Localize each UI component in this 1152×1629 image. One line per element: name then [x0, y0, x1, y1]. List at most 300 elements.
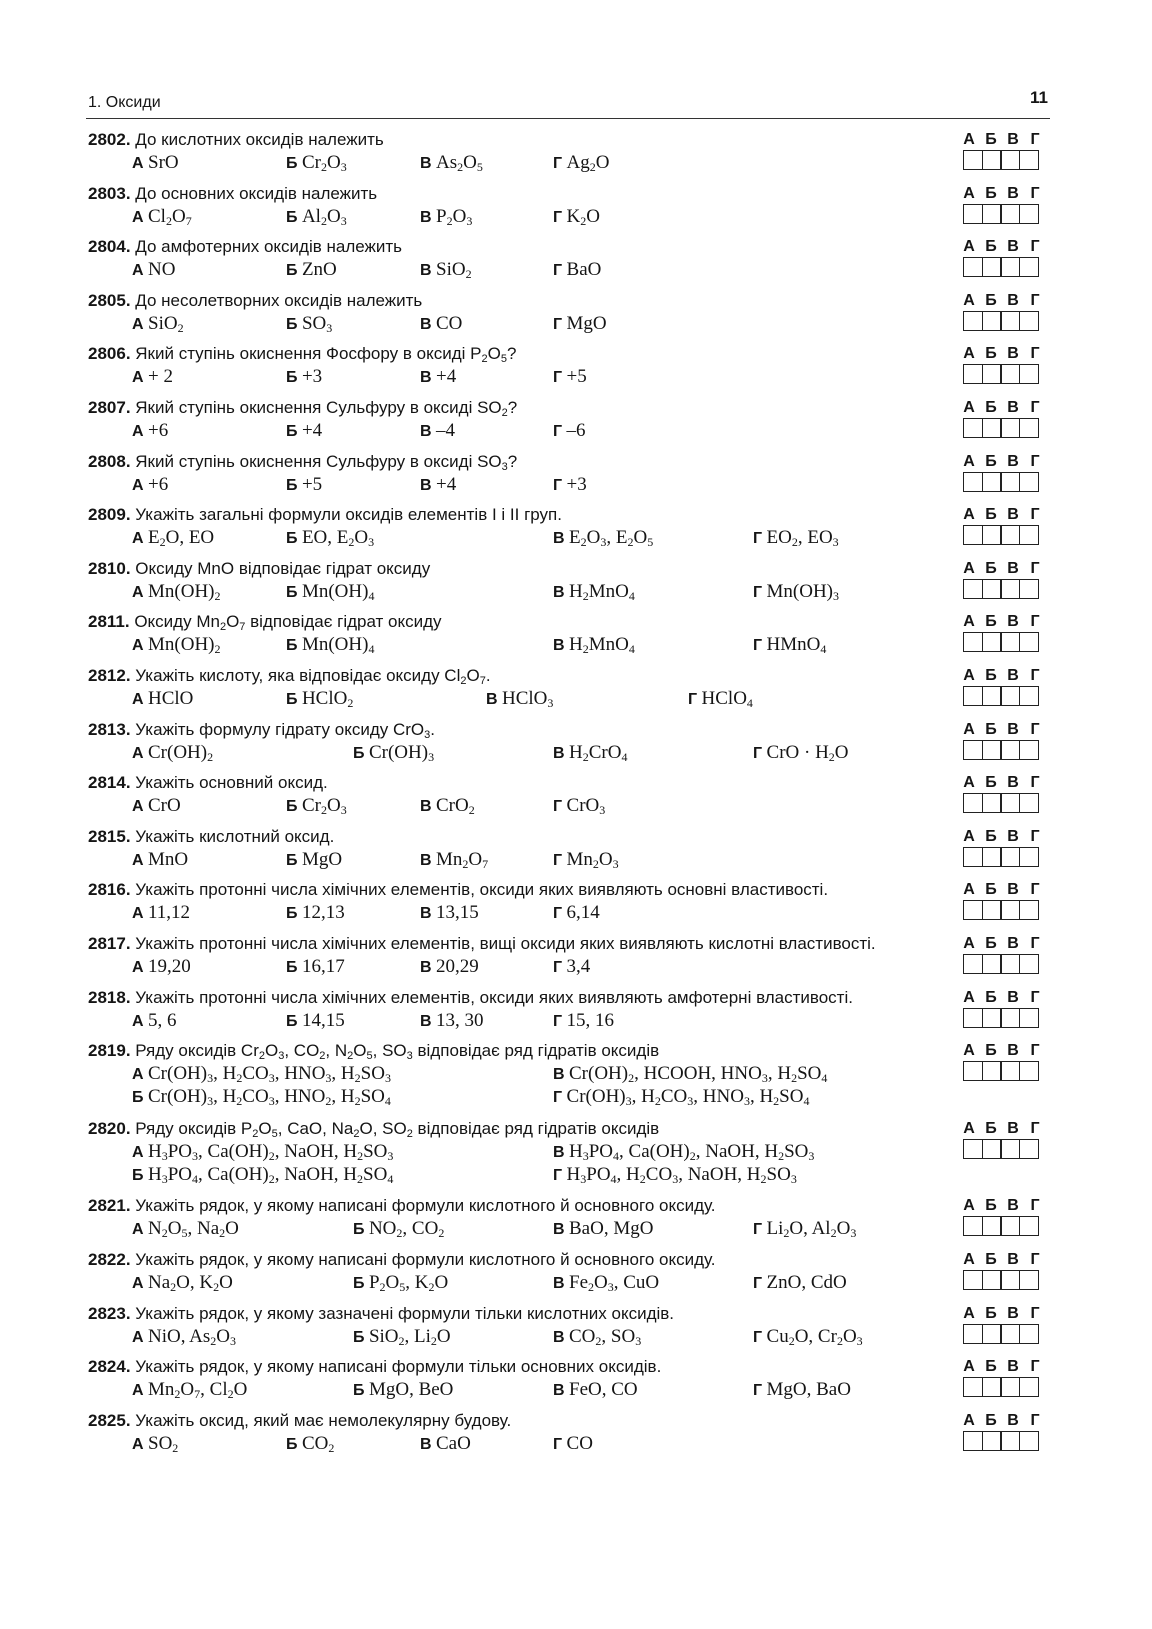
question-2811: [88, 612, 1088, 666]
answer-box[interactable]: [1000, 900, 1020, 920]
answer-box[interactable]: [963, 204, 983, 224]
answer-option: [286, 474, 322, 497]
answer-option: [553, 849, 619, 872]
answer-box[interactable]: [982, 900, 1002, 920]
question-2802: [88, 130, 1088, 184]
option-letter: В: [420, 905, 436, 923]
answer-grid: [958, 344, 1054, 384]
answer-box[interactable]: [963, 1377, 983, 1397]
answer-box[interactable]: [1000, 257, 1020, 277]
option-value: ZnO, CdO: [766, 1272, 847, 1293]
question-2806: [88, 344, 1088, 398]
answer-box[interactable]: [1019, 1008, 1039, 1028]
answer-grid: [958, 1041, 1054, 1081]
answer-box[interactable]: [1019, 150, 1039, 170]
answer-box[interactable]: [1000, 1270, 1020, 1290]
answer-grid-header: [958, 344, 1054, 364]
answer-option: [132, 742, 213, 765]
option-value: 5, 6: [148, 1009, 177, 1031]
answer-grid-letter: Г: [1030, 1119, 1040, 1137]
option-value: $As_2O_5$: [436, 152, 483, 174]
option-letter: Г: [753, 1382, 767, 1400]
answer-grid-letter: Г: [1030, 131, 1040, 148]
answer-option: [553, 1063, 827, 1086]
question-2821: [88, 1196, 1088, 1250]
answer-box[interactable]: [1000, 472, 1020, 492]
answer-box[interactable]: [982, 740, 1002, 760]
option-letter: В: [420, 262, 436, 280]
answer-box[interactable]: [1000, 1431, 1020, 1451]
option-value: $Cr_2O_3$: [301, 152, 347, 174]
answer-box[interactable]: [963, 1061, 983, 1081]
answer-box[interactable]: [1019, 1216, 1039, 1236]
answer-grid-header: [958, 1411, 1054, 1431]
answer-box[interactable]: [963, 311, 983, 331]
option-letter: Г: [753, 637, 767, 655]
answer-grid-header: [958, 827, 1054, 847]
answer-box[interactable]: [1019, 847, 1039, 867]
answer-option: [753, 581, 839, 604]
answer-box[interactable]: [1019, 311, 1039, 331]
answer-option: [753, 742, 849, 765]
answer-box[interactable]: [982, 1139, 1002, 1159]
answer-grid-letter: А: [963, 935, 975, 952]
option-value: $Cr(OH)_3$, $H_2CO_3$, $HNO_2$, $H_2SO_4$: [147, 1086, 391, 1109]
question-text: [88, 720, 435, 740]
question-stem: Укажіть кислоту, яка відповідає оксиду $Cl_2O_7$.: [135, 666, 491, 687]
answer-option: [553, 420, 586, 443]
answer-box[interactable]: [1019, 632, 1039, 652]
option-letter: Б: [286, 1012, 302, 1030]
answer-grid-letter: В: [1007, 827, 1019, 845]
answer-boxes: [963, 632, 1054, 652]
answer-boxes: [963, 740, 1054, 760]
answer-box[interactable]: [963, 1008, 983, 1028]
answer-option: [420, 849, 488, 872]
answer-grid-letter: А: [963, 238, 975, 256]
option-value: +3: [301, 366, 323, 388]
option-value: HClO$_2$: [301, 688, 354, 710]
option-value: CO: [566, 1432, 593, 1454]
answer-option: [132, 206, 192, 229]
question-stem: Ряду оксидів $Cr_2O_3$, $CO_2$, $N_2O_5$, $SO_3$ відповідає ряд гідратів оксидів: [135, 1041, 660, 1063]
question-stem: Оксиду MnO відповідає гідрат оксиду: [135, 558, 431, 578]
option-letter: В: [553, 1275, 569, 1292]
question-text: [88, 1250, 716, 1270]
answer-box[interactable]: [1019, 686, 1039, 706]
question-number: 2817.: [88, 934, 136, 953]
answer-box[interactable]: [982, 364, 1002, 384]
answer-grid-letter: А: [963, 881, 975, 899]
answer-box[interactable]: [982, 311, 1002, 331]
answer-box[interactable]: [982, 1216, 1002, 1236]
answer-box[interactable]: [1019, 472, 1039, 492]
option-letter: А: [132, 208, 148, 226]
option-letter: Г: [553, 476, 567, 494]
option-value: 13, 30: [436, 1009, 484, 1031]
answer-option: [753, 1379, 851, 1402]
question-text: [88, 291, 422, 311]
option-value: CrO: [148, 795, 181, 817]
answer-box[interactable]: [982, 1008, 1002, 1028]
answer-grid: [958, 934, 1054, 974]
answer-grid-letter: А: [963, 827, 975, 845]
answer-grid-letter: Г: [1030, 1358, 1040, 1376]
answer-box[interactable]: [963, 364, 983, 384]
answer-option: [286, 956, 345, 979]
answer-box[interactable]: [982, 204, 1002, 224]
answer-grid-letter: В: [1007, 1042, 1019, 1060]
answer-option: [420, 956, 479, 979]
question-stem: До несолетворних оксидів належить: [135, 290, 423, 310]
option-value: $Cr(OH)_3$: [368, 741, 435, 764]
option-letter: Г: [553, 1012, 567, 1030]
answer-box[interactable]: [1000, 1139, 1020, 1159]
answer-grid-letter: В: [1007, 1251, 1019, 1268]
option-letter: В: [553, 1328, 569, 1346]
option-value: $H_2CrO_4$: [569, 741, 628, 764]
answer-grid-letter: В: [1007, 291, 1019, 309]
answer-grid: [958, 720, 1054, 760]
answer-option: [132, 1272, 233, 1295]
answer-option: [132, 366, 173, 389]
answer-grid-letter: А: [963, 1119, 975, 1137]
answer-box[interactable]: [1000, 954, 1020, 974]
answer-box[interactable]: [963, 686, 983, 706]
option-letter: Б: [286, 851, 302, 869]
answer-box[interactable]: [963, 1139, 983, 1159]
question-stem: Укажіть основний оксид.: [135, 773, 328, 793]
answer-box[interactable]: [982, 632, 1002, 652]
option-value: $CO_2$: [301, 1432, 335, 1455]
answer-grid-letter: А: [963, 399, 975, 416]
question-2818: [88, 988, 1088, 1042]
question-stem: До амфотерних оксидів належить: [135, 237, 403, 257]
option-letter: Б: [286, 1435, 302, 1453]
answer-option: [132, 527, 214, 550]
answer-boxes: [963, 525, 1054, 545]
answer-box[interactable]: [963, 472, 983, 492]
answer-boxes: [963, 900, 1054, 920]
answer-box[interactable]: [1000, 1324, 1020, 1344]
answer-option: [286, 634, 374, 657]
answer-box[interactable]: [1000, 1061, 1020, 1081]
option-value: 12,13: [301, 902, 345, 924]
answer-boxes: [963, 311, 1054, 331]
answer-grid-letter: А: [963, 1411, 975, 1429]
answer-box[interactable]: [1019, 740, 1039, 760]
answer-box[interactable]: [963, 900, 983, 920]
answer-option: [132, 1141, 393, 1164]
answer-grid: [958, 184, 1054, 224]
question-2814: [88, 773, 1088, 827]
question-stem: Укажіть протонні числа хімічних елементів, оксиди яких виявляють основні властивості.: [135, 880, 829, 900]
option-letter: Б: [286, 798, 302, 816]
option-letter: В: [553, 1143, 569, 1161]
answer-box[interactable]: [1000, 311, 1020, 331]
option-value: $Cr(OH)_3$, $H_2CO_3$, $HNO_3$, $H_2SO_3$: [148, 1063, 391, 1086]
answer-grid-letter: А: [963, 1251, 975, 1268]
answer-option: [420, 420, 455, 443]
answer-box[interactable]: [1000, 1216, 1020, 1236]
answer-box[interactable]: [982, 525, 1002, 545]
option-value: $N_2O_5$, $Na_2O$: [148, 1218, 239, 1241]
answer-box[interactable]: [963, 525, 983, 545]
answer-box[interactable]: [963, 793, 983, 813]
question-2815: [88, 827, 1088, 881]
question-text: [88, 988, 853, 1008]
question-text: [88, 1119, 659, 1139]
answer-option: [553, 1164, 797, 1187]
answer-grid-letter: Г: [1030, 559, 1040, 577]
option-letter: Г: [553, 315, 567, 333]
answer-option: [553, 742, 627, 765]
answer-box[interactable]: [1019, 204, 1039, 224]
answer-option: [132, 474, 168, 497]
answer-option: [753, 1272, 847, 1295]
option-letter: Г: [753, 744, 767, 762]
answer-box[interactable]: [1019, 954, 1039, 974]
answer-box[interactable]: [1000, 793, 1020, 813]
option-value: SiO$_2$: [436, 259, 472, 282]
question-text: [88, 827, 334, 847]
option-letter: А: [132, 1066, 148, 1084]
answer-box[interactable]: [963, 418, 983, 438]
answer-grid: [958, 398, 1054, 438]
option-letter: Г: [688, 691, 702, 708]
option-letter: А: [132, 155, 148, 172]
answer-grid-letter: Г: [1030, 1411, 1040, 1429]
question-2812: [88, 666, 1088, 720]
question-stem: Укажіть кислотний оксид.: [135, 826, 335, 846]
option-letter: Б: [286, 959, 302, 976]
option-letter: Б: [353, 1221, 369, 1239]
answer-box[interactable]: [1019, 1324, 1039, 1344]
answer-grid-letter: В: [1007, 399, 1019, 416]
answer-box[interactable]: [1000, 525, 1020, 545]
answer-box[interactable]: [1019, 257, 1039, 277]
answer-box[interactable]: [1000, 204, 1020, 224]
answer-grid-letter: Г: [1030, 1251, 1040, 1268]
question-stem: До основних оксидів належить: [135, 183, 378, 203]
answer-grid-letter: В: [1007, 506, 1019, 524]
answer-option: [353, 1272, 448, 1295]
option-value: +4: [301, 420, 323, 441]
answer-box[interactable]: [1000, 364, 1020, 384]
option-value: $Mn_2O_7$, $Cl_2O$: [148, 1379, 248, 1402]
option-value: $Cr_2O_3$: [301, 795, 347, 818]
answer-box[interactable]: [982, 954, 1002, 974]
answer-grid-header: [958, 1196, 1054, 1216]
answer-box[interactable]: [963, 1324, 983, 1344]
answer-grid-header: [958, 1304, 1054, 1324]
answer-box[interactable]: [1019, 525, 1039, 545]
answer-box[interactable]: [1019, 1139, 1039, 1159]
question-number: 2803.: [88, 183, 136, 203]
answer-boxes: [963, 257, 1054, 277]
question-stem: Який ступінь окиснення Фосфору в оксиді $P_2O_5$?: [135, 344, 517, 366]
question-2823: [88, 1304, 1088, 1358]
answer-grid-letter: А: [963, 184, 975, 202]
answer-boxes: [963, 579, 1054, 599]
answer-box[interactable]: [963, 1270, 983, 1290]
answer-box[interactable]: [963, 1216, 983, 1236]
question-2819: [88, 1041, 1088, 1109]
answer-box[interactable]: [1000, 418, 1020, 438]
answer-box[interactable]: [1000, 632, 1020, 652]
question-2810: [88, 559, 1088, 613]
answer-grid-letter: Б: [985, 827, 997, 845]
answer-grid-letter: А: [963, 774, 975, 792]
answer-box[interactable]: [982, 579, 1002, 599]
answer-grid-letter: Г: [1030, 935, 1040, 952]
answer-option: [486, 688, 553, 711]
answer-box[interactable]: [1019, 579, 1039, 599]
page-number: 11: [1030, 88, 1048, 107]
option-letter: А: [132, 851, 148, 869]
option-letter: В: [420, 315, 436, 333]
option-value: HClO$_3$: [502, 688, 554, 710]
option-value: $K_2O$: [566, 205, 600, 228]
option-value: 20,29: [436, 956, 479, 977]
answer-grid-header: [958, 988, 1054, 1008]
answer-box[interactable]: [982, 793, 1002, 813]
answer-box[interactable]: [963, 954, 983, 974]
answer-box[interactable]: [1019, 793, 1039, 813]
option-value: $Na_2O$, $K_2O$: [148, 1272, 233, 1294]
answer-box[interactable]: [963, 150, 983, 170]
answer-grid: [958, 666, 1054, 706]
answer-grid-letter: Г: [1030, 988, 1040, 1006]
option-letter: Б: [286, 423, 302, 440]
answer-option: [132, 1010, 177, 1033]
answer-box[interactable]: [982, 472, 1002, 492]
answer-box[interactable]: [1000, 1008, 1020, 1028]
answer-grid-header: [958, 130, 1054, 150]
answer-box[interactable]: [963, 257, 983, 277]
answer-grid-letter: В: [1007, 238, 1019, 256]
answer-option: [688, 688, 753, 711]
answer-box[interactable]: [982, 1431, 1002, 1451]
option-value: $H_2MnO_4$: [569, 580, 635, 603]
answer-grid: [958, 827, 1054, 867]
question-text: [88, 612, 442, 632]
answer-option: [553, 527, 653, 550]
answer-box[interactable]: [1019, 900, 1039, 920]
answer-option: [420, 1433, 471, 1456]
answer-box[interactable]: [963, 740, 983, 760]
option-letter: В: [553, 1382, 569, 1400]
option-value: $Cr(OH)_2$, HCOOH, $HNO_3$, $H_2SO_4$: [569, 1063, 828, 1086]
option-letter: А: [132, 1328, 148, 1346]
answer-box[interactable]: [963, 632, 983, 652]
answer-boxes: [963, 1431, 1054, 1451]
option-value: MgO: [301, 848, 343, 870]
answer-box[interactable]: [1000, 740, 1020, 760]
option-value: 19,20: [148, 956, 191, 977]
answer-box[interactable]: [1019, 1061, 1039, 1081]
answer-box[interactable]: [1000, 150, 1020, 170]
question-number: 2825.: [88, 1410, 136, 1430]
answer-boxes: [963, 418, 1054, 438]
answer-box[interactable]: [982, 150, 1002, 170]
answer-grid-letter: Б: [985, 345, 997, 363]
answer-boxes: [963, 1377, 1054, 1397]
answer-box[interactable]: [1000, 1377, 1020, 1397]
answer-grid: [958, 988, 1054, 1028]
option-value: + 2: [148, 366, 173, 388]
answer-option: [132, 1379, 247, 1402]
answer-box[interactable]: [1019, 418, 1039, 438]
answer-box[interactable]: [963, 579, 983, 599]
answer-grid-letter: Б: [985, 399, 997, 416]
answer-box[interactable]: [1000, 686, 1020, 706]
answer-box[interactable]: [963, 1431, 983, 1451]
answer-box[interactable]: [963, 847, 983, 867]
answer-box[interactable]: [982, 686, 1002, 706]
option-value: $P_2O_5$, $K_2O$: [368, 1272, 449, 1294]
answer-grid: [958, 880, 1054, 920]
answer-boxes: [963, 793, 1054, 813]
option-value: $Mn(OH)_2$: [148, 580, 221, 603]
question-stem: Укажіть загальні формули оксидів елементів I і II груп.: [135, 505, 562, 525]
question-stem: Укажіть формулу гідрату оксиду CrO$_3$.: [135, 719, 436, 741]
answer-box[interactable]: [982, 418, 1002, 438]
answer-box[interactable]: [982, 1270, 1002, 1290]
section-title: 1. Оксиди: [88, 94, 161, 111]
question-text: [88, 773, 328, 793]
answer-option: [132, 581, 221, 604]
option-letter: Б: [353, 744, 369, 762]
question-2807: [88, 398, 1088, 452]
answer-box[interactable]: [982, 1324, 1002, 1344]
answer-grid: [958, 1304, 1054, 1344]
answer-box[interactable]: [982, 1061, 1002, 1081]
answer-grid-letter: Б: [985, 613, 997, 631]
option-value: SiO$_2$: [148, 312, 184, 335]
question-stem: Ряду оксидів $P_2O_5$, CaO, $Na_2O$, $SO_2$ відповідає ряд гідратів оксидів: [135, 1118, 660, 1140]
answer-box[interactable]: [1019, 364, 1039, 384]
answer-grid-letter: А: [963, 613, 975, 631]
answer-boxes: [963, 954, 1054, 974]
answer-box[interactable]: [1019, 1431, 1039, 1451]
answer-grid-letter: Г: [1030, 881, 1040, 899]
answer-grid-letter: Б: [985, 1119, 997, 1137]
question-text: [88, 934, 876, 954]
answer-box[interactable]: [982, 1377, 1002, 1397]
answer-boxes: [963, 472, 1054, 492]
answer-grid-letter: А: [963, 1304, 975, 1322]
option-letter: Б: [286, 476, 302, 494]
answer-box[interactable]: [1019, 1377, 1039, 1397]
option-letter: В: [553, 744, 569, 762]
answer-grid-letter: Б: [985, 1042, 997, 1060]
answer-box[interactable]: [1000, 847, 1020, 867]
answer-box[interactable]: [982, 257, 1002, 277]
answer-grid-letter: Г: [1030, 291, 1040, 309]
answer-box[interactable]: [1019, 1270, 1039, 1290]
question-text: [88, 1196, 716, 1216]
answer-grid-letter: В: [1007, 1304, 1019, 1322]
answer-grid-letter: Б: [985, 881, 997, 899]
option-value: $Mn(OH)_4$: [301, 634, 375, 657]
answer-box[interactable]: [1000, 579, 1020, 599]
option-letter: А: [132, 1221, 148, 1239]
question-text: [88, 505, 562, 525]
answer-box[interactable]: [982, 847, 1002, 867]
question-number: 2813.: [88, 719, 136, 739]
option-letter: В: [553, 1066, 569, 1084]
